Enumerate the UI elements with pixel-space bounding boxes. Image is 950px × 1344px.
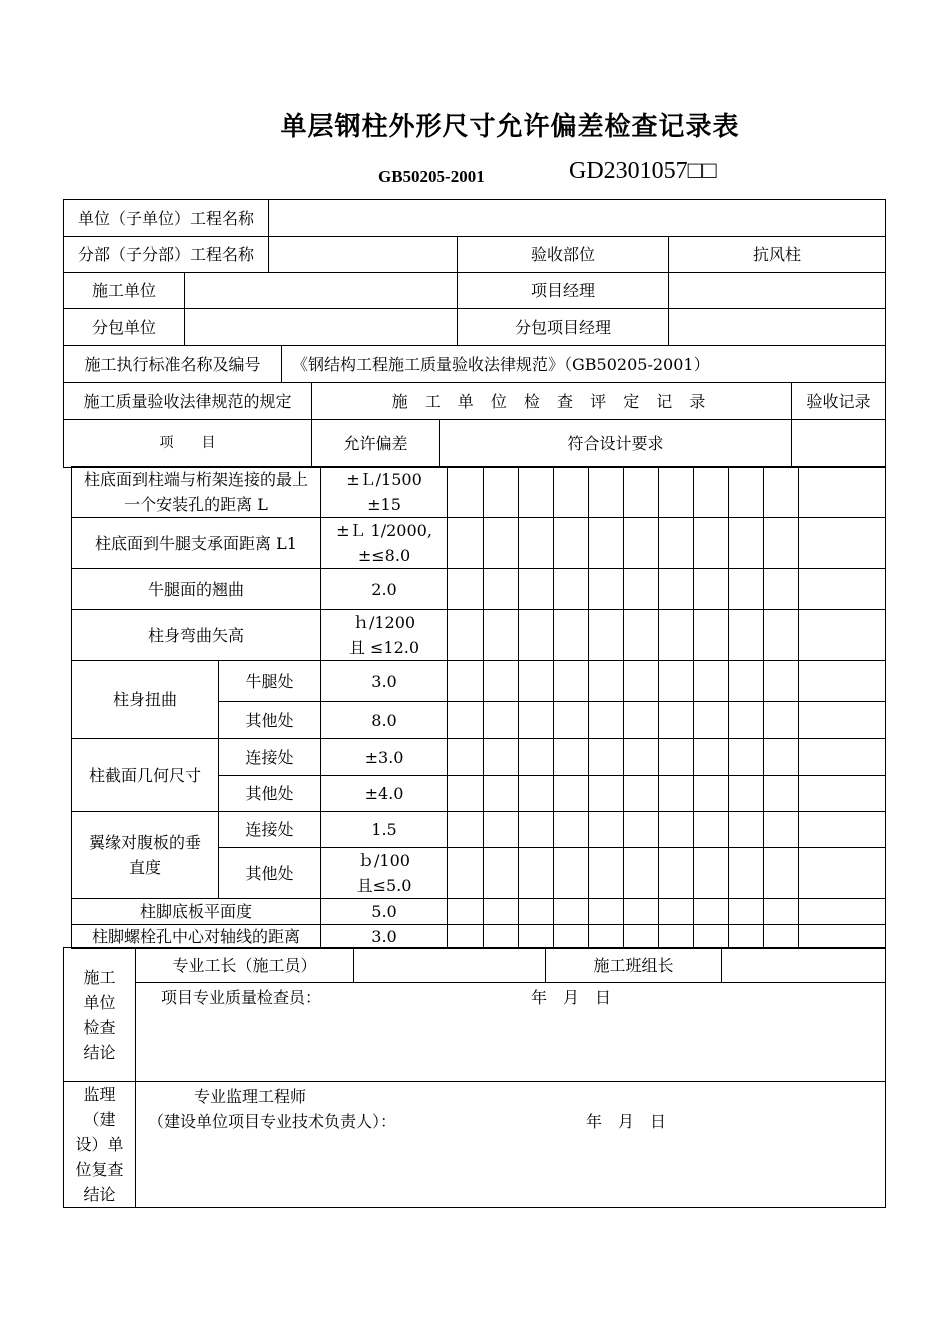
item-sub: 牛腿处: [219, 661, 321, 702]
record-cell[interactable]: [694, 467, 729, 518]
unit-name-label: 单位（子单位）工程名称: [64, 200, 269, 237]
record-cell[interactable]: [519, 925, 554, 949]
record-cell[interactable]: [519, 899, 554, 925]
item-tolerance: ±3.0: [321, 739, 448, 776]
record-cell[interactable]: [659, 702, 694, 739]
record-cell[interactable]: [554, 899, 589, 925]
construction-unit-label: 施工单位: [64, 273, 185, 309]
record-cell[interactable]: [519, 739, 554, 776]
record-cell[interactable]: [764, 569, 799, 610]
record-cell[interactable]: [554, 518, 589, 569]
inspection-record-label: 施 工 单 位 检 查 评 定 记 录: [312, 383, 792, 420]
acceptance-part-value[interactable]: 抗风柱: [669, 237, 886, 273]
item-name: 翼缘对腹板的垂直度: [72, 812, 219, 899]
record-cell[interactable]: [694, 739, 729, 776]
record-cell[interactable]: [484, 739, 519, 776]
subcontractor-value[interactable]: [185, 309, 458, 346]
record-cell[interactable]: [448, 848, 484, 899]
supervision-engineer-label: 专业监理工程师: [194, 1087, 307, 1106]
record-cell[interactable]: [554, 848, 589, 899]
record-cell[interactable]: [589, 661, 624, 702]
record-cell[interactable]: [624, 467, 659, 518]
record-cell[interactable]: [799, 467, 886, 518]
record-cell[interactable]: [659, 518, 694, 569]
record-cell[interactable]: [624, 702, 659, 739]
item-tolerance: 3.0: [321, 925, 448, 949]
record-cell[interactable]: [659, 467, 694, 518]
record-cell[interactable]: [589, 848, 624, 899]
record-cell[interactable]: [484, 776, 519, 812]
record-cell[interactable]: [694, 899, 729, 925]
item-label: 项 目: [64, 420, 312, 468]
record-cell[interactable]: [799, 776, 886, 812]
record-cell[interactable]: [729, 610, 764, 661]
supervision-check-label: 监理（建设）单位复查结论: [64, 1082, 136, 1208]
record-cell[interactable]: [729, 467, 764, 518]
record-cell[interactable]: [729, 661, 764, 702]
record-cell[interactable]: [799, 610, 886, 661]
supervision-date: 年 月 日: [586, 1112, 667, 1131]
record-cell[interactable]: [589, 776, 624, 812]
record-cell[interactable]: [659, 739, 694, 776]
standard-value: 《钢结构工程施工质量验收法律规范》（GB50205-2001）: [282, 346, 886, 383]
tolerance-label: 允许偏差: [312, 420, 440, 468]
record-cell[interactable]: [799, 899, 886, 925]
record-cell[interactable]: [694, 812, 729, 848]
record-cell[interactable]: [624, 899, 659, 925]
record-cell[interactable]: [484, 848, 519, 899]
construction-unit-value[interactable]: [185, 273, 458, 309]
record-cell[interactable]: [694, 925, 729, 949]
inspector-label: 项目专业质量检查员：: [161, 988, 322, 1007]
foreman-label: 专业工长（施工员）: [136, 948, 354, 983]
record-cell[interactable]: [484, 925, 519, 949]
record-cell[interactable]: [729, 776, 764, 812]
record-cell[interactable]: [589, 812, 624, 848]
item-name: 柱身扭曲: [72, 661, 219, 739]
record-cell[interactable]: [448, 702, 484, 739]
record-cell[interactable]: [554, 812, 589, 848]
record-cell[interactable]: [554, 467, 589, 518]
record-cell[interactable]: [484, 467, 519, 518]
record-cell[interactable]: [729, 739, 764, 776]
record-cell[interactable]: [729, 569, 764, 610]
record-cell[interactable]: [659, 925, 694, 949]
record-cell[interactable]: [659, 776, 694, 812]
record-cell[interactable]: [764, 848, 799, 899]
item-tolerance: ±Ｌ 1/2000, ±≤8.0: [321, 518, 448, 569]
record-cell[interactable]: [448, 925, 484, 949]
record-cell[interactable]: [448, 518, 484, 569]
item-tolerance: ｂ/100 且≤5.0: [321, 848, 448, 899]
record-cell[interactable]: [729, 518, 764, 569]
record-cell[interactable]: [729, 848, 764, 899]
record-cell[interactable]: [764, 702, 799, 739]
record-cell[interactable]: [519, 467, 554, 518]
item-name: 柱身弯曲矢高: [72, 610, 321, 661]
project-manager-label: 项目经理: [458, 273, 669, 309]
record-cell[interactable]: [694, 848, 729, 899]
item-tolerance: 3.0: [321, 661, 448, 702]
record-cell[interactable]: [554, 702, 589, 739]
item-tolerance: 8.0: [321, 702, 448, 739]
record-cell[interactable]: [519, 848, 554, 899]
record-cell[interactable]: [589, 925, 624, 949]
item-name: 柱脚底板平面度: [72, 899, 321, 925]
record-cell[interactable]: [764, 776, 799, 812]
record-cell[interactable]: [448, 569, 484, 610]
record-cell[interactable]: [519, 518, 554, 569]
record-cell[interactable]: [484, 702, 519, 739]
item-sub: 其他处: [219, 848, 321, 899]
record-cell[interactable]: [589, 899, 624, 925]
item-sub: 其他处: [219, 702, 321, 739]
item-name: 柱底面到柱端与桁架连接的最上一个安装孔的距离 L: [72, 467, 321, 518]
standard-label: 施工执行标准名称及编号: [64, 346, 282, 383]
item-tolerance: 5.0: [321, 899, 448, 925]
record-cell[interactable]: [799, 848, 886, 899]
acceptance-record-blank[interactable]: [792, 420, 886, 468]
record-cell[interactable]: [729, 925, 764, 949]
construction-date: 年 月 日: [531, 988, 612, 1007]
record-cell[interactable]: [448, 812, 484, 848]
item-sub: 连接处: [219, 812, 321, 848]
record-cell[interactable]: [554, 925, 589, 949]
item-name: 柱底面到牛腿支承面距离 L1: [72, 518, 321, 569]
record-cell[interactable]: [694, 776, 729, 812]
item-name: 牛腿面的翘曲: [72, 569, 321, 610]
record-cell[interactable]: [764, 812, 799, 848]
team-leader-value[interactable]: [722, 948, 886, 983]
record-cell[interactable]: [448, 661, 484, 702]
record-cell[interactable]: [624, 812, 659, 848]
item-tolerance: 1.5: [321, 812, 448, 848]
record-cell[interactable]: [764, 899, 799, 925]
item-tolerance: 2.0: [321, 569, 448, 610]
record-cell[interactable]: [659, 899, 694, 925]
record-cell[interactable]: [589, 610, 624, 661]
supervision-conclusion-area[interactable]: [136, 1082, 886, 1208]
record-cell[interactable]: [448, 739, 484, 776]
record-cell[interactable]: [519, 661, 554, 702]
record-cell[interactable]: [764, 467, 799, 518]
record-cell[interactable]: [764, 661, 799, 702]
record-cell[interactable]: [484, 518, 519, 569]
unit-name-value[interactable]: [269, 200, 886, 237]
record-cell[interactable]: [729, 899, 764, 925]
record-cell[interactable]: [694, 661, 729, 702]
record-cell[interactable]: [484, 812, 519, 848]
division-name-value[interactable]: [269, 237, 458, 273]
design-req-label: 符合设计要求: [440, 420, 792, 468]
sub-project-manager-label: 分包项目经理: [458, 309, 669, 346]
construction-check-label: 施工单位检查结论: [64, 948, 136, 1082]
acceptance-part-label: 验收部位: [458, 237, 669, 273]
record-cell[interactable]: [448, 467, 484, 518]
record-cell[interactable]: [624, 848, 659, 899]
record-cell[interactable]: [624, 925, 659, 949]
sub-project-manager-value[interactable]: [669, 309, 886, 346]
record-cell[interactable]: [764, 610, 799, 661]
record-cell[interactable]: [484, 610, 519, 661]
form-code: GD2301057□□: [569, 158, 717, 184]
record-cell[interactable]: [659, 848, 694, 899]
record-cell[interactable]: [659, 812, 694, 848]
record-cell[interactable]: [589, 739, 624, 776]
record-cell[interactable]: [694, 702, 729, 739]
record-cell[interactable]: [799, 812, 886, 848]
item-tolerance: ±Ｌ/1500 ±15: [321, 467, 448, 518]
spec-label: 施工质量验收法律规范的规定: [64, 383, 312, 420]
record-cell[interactable]: [448, 899, 484, 925]
record-cell[interactable]: [624, 569, 659, 610]
record-cell[interactable]: [799, 661, 886, 702]
record-cell[interactable]: [484, 661, 519, 702]
record-cell[interactable]: [659, 610, 694, 661]
record-cell[interactable]: [659, 661, 694, 702]
subcontractor-label: 分包单位: [64, 309, 185, 346]
record-cell[interactable]: [554, 569, 589, 610]
record-cell[interactable]: [589, 467, 624, 518]
record-cell[interactable]: [624, 610, 659, 661]
record-cell[interactable]: [448, 610, 484, 661]
item-tolerance: ｈ/1200 且 ≤12.0: [321, 610, 448, 661]
record-cell[interactable]: [764, 739, 799, 776]
standard-code: GB50205-2001: [378, 167, 485, 186]
owner-representative-label: （建设单位项目专业技术负责人）：: [148, 1112, 397, 1131]
record-cell[interactable]: [484, 899, 519, 925]
record-cell[interactable]: [764, 518, 799, 569]
record-cell[interactable]: [799, 739, 886, 776]
record-cell[interactable]: [694, 569, 729, 610]
team-leader-label: 施工班组长: [546, 948, 722, 983]
record-cell[interactable]: [554, 661, 589, 702]
record-cell[interactable]: [764, 925, 799, 949]
record-cell[interactable]: [624, 661, 659, 702]
item-sub: 连接处: [219, 739, 321, 776]
record-cell[interactable]: [799, 569, 886, 610]
foreman-value[interactable]: [354, 948, 546, 983]
record-cell[interactable]: [519, 776, 554, 812]
record-cell[interactable]: [694, 518, 729, 569]
record-cell[interactable]: [484, 569, 519, 610]
record-cell[interactable]: [554, 776, 589, 812]
item-name: 柱脚螺栓孔中心对轴线的距离: [72, 925, 321, 949]
record-cell[interactable]: [589, 518, 624, 569]
record-cell[interactable]: [589, 569, 624, 610]
item-name: 柱截面几何尺寸: [72, 739, 219, 812]
record-cell[interactable]: [729, 812, 764, 848]
project-manager-value[interactable]: [669, 273, 886, 309]
item-sub: 其他处: [219, 776, 321, 812]
items-table: [71, 466, 886, 949]
record-cell[interactable]: [554, 739, 589, 776]
record-cell[interactable]: [659, 569, 694, 610]
record-cell[interactable]: [799, 702, 886, 739]
header-table: [63, 199, 886, 468]
record-cell[interactable]: [624, 776, 659, 812]
division-name-label: 分部（子分部）工程名称: [64, 237, 269, 273]
record-cell[interactable]: [729, 702, 764, 739]
construction-conclusion-area[interactable]: [136, 983, 886, 1082]
construction-check-table: [63, 947, 886, 1208]
item-tolerance: ±4.0: [321, 776, 448, 812]
record-cell[interactable]: [519, 610, 554, 661]
record-cell[interactable]: [589, 702, 624, 739]
record-cell[interactable]: [799, 518, 886, 569]
record-cell[interactable]: [624, 739, 659, 776]
record-cell[interactable]: [448, 776, 484, 812]
record-cell[interactable]: [519, 702, 554, 739]
record-cell[interactable]: [799, 925, 886, 949]
record-cell[interactable]: [519, 569, 554, 610]
record-cell[interactable]: [624, 518, 659, 569]
record-cell[interactable]: [554, 610, 589, 661]
acceptance-record-label: 验收记录: [792, 383, 886, 420]
record-cell[interactable]: [519, 812, 554, 848]
form-title: 单层钢柱外形尺寸允许偏差检查记录表: [280, 112, 740, 142]
record-cell[interactable]: [694, 610, 729, 661]
